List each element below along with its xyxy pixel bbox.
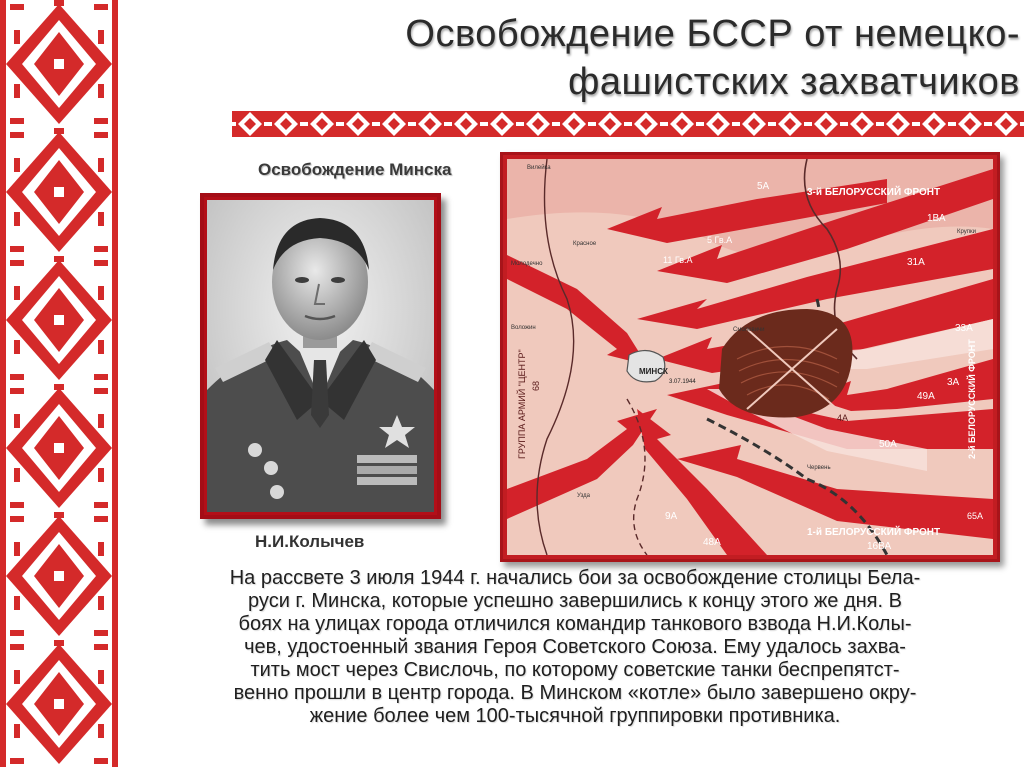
body-line: руси г. Минска, которые успешно завершились к концу этого же дня. В	[248, 590, 902, 612]
army-48a: 48А	[703, 537, 721, 548]
town-krasnoe: Красное	[573, 241, 597, 247]
title-line-1: Освобождение БССР от немецко-	[405, 13, 1020, 55]
map-frame	[500, 152, 1000, 562]
front-1-label: 1-й БЕЛОРУССКИЙ ФРОНТ	[807, 527, 941, 538]
town-uzda: Узда	[577, 493, 590, 499]
officer-portrait-image	[207, 200, 434, 512]
front-2-label: 2-й БЕЛОРУССКИЙ ФРОНТ	[967, 339, 977, 459]
army-65a: 65А	[967, 511, 984, 521]
army-5gta: 5 Гв.А	[707, 235, 733, 245]
body-paragraph	[140, 567, 1010, 728]
body-line: боях на улицах города отличился командир танкового взвода Н.И.Колы-	[238, 613, 912, 635]
army-11gva: 11 Гв.А	[663, 255, 693, 265]
town-smolevichi: Смолевичи	[733, 327, 765, 333]
town-krupki: Крупки	[957, 229, 976, 235]
army-4a: 4А	[837, 413, 849, 423]
army-50a: 50А	[879, 439, 897, 450]
army-33a: 33А	[955, 323, 973, 334]
map-image	[507, 159, 993, 555]
town-vileyka: Вилейка	[527, 165, 551, 171]
army-49a: 49А	[917, 391, 935, 402]
army-9a: 9А	[665, 511, 678, 522]
map-caption: Освобождение Минска	[258, 160, 452, 179]
slide-title	[250, 10, 1020, 106]
top-ornament-strip	[232, 108, 1024, 140]
city-minsk-label: МИНСК	[639, 367, 668, 376]
army-group-unit-label: 68	[531, 380, 541, 391]
army-3a: 3А	[947, 377, 960, 388]
army-5a: 5А	[757, 181, 770, 192]
left-ornament-band	[0, 0, 118, 767]
front-3-label: 3-й БЕЛОРУССКИЙ ФРОНТ	[807, 187, 941, 198]
army-1ba: 1ВА	[927, 213, 946, 224]
body-line: тить мост через Свислочь, по которому советские танки беспрепятст-	[250, 659, 900, 681]
minsk-offensive-map	[507, 159, 993, 555]
town-molodechno: Молодечно	[511, 261, 543, 267]
city-minsk-date: 3.07.1944	[669, 379, 696, 385]
portrait-name: Н.И.Колычев	[255, 532, 365, 551]
body-line: венно прошли в центр города. В Минском «котле» было завершено окру-	[233, 682, 917, 704]
portrait-photo	[207, 200, 434, 512]
town-volozhin: Воложин	[511, 325, 536, 331]
army-31a: 31А	[907, 257, 925, 268]
title-line-2: фашистских захватчиков	[568, 61, 1020, 103]
town-cherven: Червень	[807, 465, 831, 471]
portrait-frame	[200, 193, 441, 519]
army-group-label: ГРУППА АРМИЙ "ЦЕНТР"	[517, 349, 527, 459]
body-line: чев, удостоенный звания Героя Советского Союза. Ему удалось захва-	[244, 636, 906, 658]
body-line: жение более чем 100-тысячной группировки противника.	[309, 705, 841, 727]
body-line: На рассвете 3 июля 1944 г. начались бои за освобождение столицы Бела-	[229, 567, 921, 589]
army-16ba: 16ВА	[867, 541, 892, 552]
